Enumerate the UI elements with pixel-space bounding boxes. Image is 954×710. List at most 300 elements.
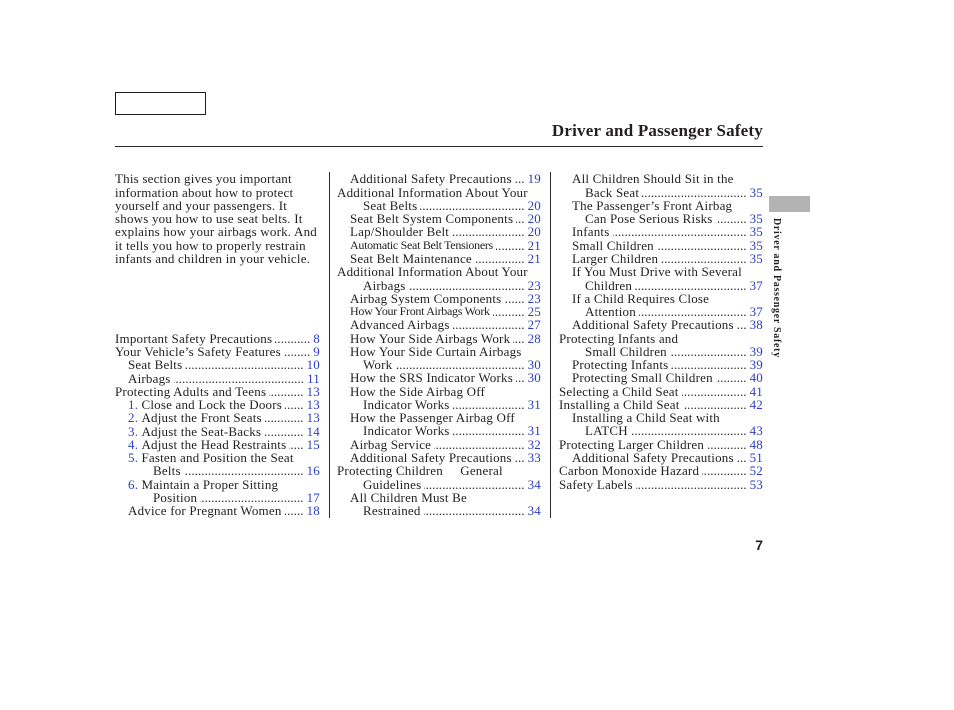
dot-leader (434, 438, 524, 451)
toc-page-link[interactable]: 21 (527, 250, 541, 266)
toc-entry[interactable] (559, 464, 763, 477)
toc-entry-title-line (337, 186, 541, 199)
toc-column-1 (115, 332, 320, 518)
toc-column-3 (559, 172, 763, 490)
toc-entry-title: Additional Information About Your (337, 264, 528, 280)
dot-leader (716, 371, 747, 384)
column-divider (550, 172, 551, 518)
toc-entry-title: Lap/Shoulder Belt (350, 224, 450, 240)
toc-page-link[interactable]: 19 (527, 171, 541, 187)
toc-entry[interactable] (559, 358, 763, 371)
toc-entry-title: Protecting Small Children (572, 370, 713, 386)
toc-entry-title: LATCH (585, 423, 628, 439)
toc-entry[interactable] (115, 372, 320, 385)
dot-leader (409, 279, 525, 292)
dot-leader (420, 199, 524, 212)
toc-entry-title: Airbags (363, 277, 406, 293)
toc-page-link[interactable]: 13 (306, 383, 320, 399)
toc-entry[interactable] (337, 385, 541, 412)
column-divider (329, 172, 330, 518)
toc-entry[interactable] (337, 451, 541, 464)
toc-entry[interactable] (559, 292, 763, 319)
toc-entry-title: Safety Labels (559, 476, 633, 492)
toc-entry-title-line (559, 371, 763, 384)
dot-leader (642, 186, 746, 199)
toc-entry[interactable] (337, 212, 541, 225)
toc-entry-title-line (559, 292, 763, 305)
toc-entry-title: Additional Safety Precautions (572, 449, 734, 465)
toc-entry[interactable] (337, 438, 541, 451)
toc-page-link[interactable]: 39 (749, 343, 763, 359)
toc-entry[interactable] (559, 265, 763, 292)
toc-entry-continuation-line (559, 212, 763, 225)
toc-page-link[interactable]: 43 (749, 423, 763, 439)
dot-leader (515, 172, 525, 185)
toc-page-link[interactable]: 28 (527, 330, 541, 346)
toc-page-link[interactable]: 11 (307, 370, 320, 386)
toc-entry-title: Belts (153, 463, 181, 479)
dot-leader (702, 464, 746, 477)
toc-page-link[interactable]: 15 (306, 436, 320, 452)
page-number: 7 (755, 537, 763, 553)
toc-entry-title-line (337, 385, 541, 398)
dot-leader (200, 491, 303, 504)
dot-leader (452, 225, 525, 238)
toc-entry-title-line (559, 172, 763, 185)
toc-page-link[interactable]: 13 (306, 410, 320, 426)
toc-entry-title: Carbon Monoxide Hazard (559, 463, 700, 479)
toc-entry-continuation-line (337, 504, 541, 517)
toc-entry-title: Indicator Works (363, 396, 450, 412)
toc-entry[interactable] (337, 411, 541, 438)
dot-leader (275, 332, 310, 345)
toc-entry-title-line (559, 199, 763, 212)
toc-entry-title-line (337, 239, 541, 252)
toc-entry-title-line (559, 464, 763, 477)
dot-leader (285, 504, 304, 517)
dot-leader (424, 504, 525, 517)
toc-entry-title: Attention (585, 304, 636, 320)
toc-entry-continuation-line (337, 478, 541, 491)
toc-entry-title: Airbag System Components (350, 290, 502, 306)
intro-line: information about how to protect (115, 184, 294, 200)
toc-entry-title: Infants (572, 224, 610, 240)
intro-line: shows you how to use seat belts. It (115, 211, 303, 227)
toc-entry[interactable] (337, 252, 541, 265)
toc-entry-title: Fasten and Position the Seat (141, 450, 294, 466)
section-side-label: Driver and Passenger Safety (771, 218, 782, 358)
toc-entry-title: Additional Information About Your (337, 184, 528, 200)
toc-entry-title-line (115, 358, 320, 371)
toc-entry-title-line (115, 478, 320, 491)
toc-entry-title-line (337, 265, 541, 278)
toc-entry-title-line (337, 212, 541, 225)
toc-page-link[interactable]: 30 (527, 370, 541, 386)
toc-entry-step-number[interactable]: 2. (128, 410, 139, 426)
toc-entry[interactable] (559, 239, 763, 252)
toc-page-link[interactable]: 32 (527, 436, 541, 452)
dot-leader (683, 398, 747, 411)
toc-entry[interactable] (115, 451, 320, 478)
dot-leader (265, 411, 304, 424)
toc-entry-step-number[interactable]: 5. (128, 450, 139, 466)
toc-entry[interactable] (115, 345, 320, 358)
toc-entry[interactable] (337, 225, 541, 238)
toc-entry[interactable] (115, 504, 320, 517)
toc-entry-title-line (115, 372, 320, 385)
toc-entry[interactable] (115, 425, 320, 438)
dot-leader (635, 279, 747, 292)
toc-entry-title: Guidelines (363, 476, 422, 492)
toc-entry-title: Seat Belts (128, 357, 183, 373)
toc-entry-title: Can Pose Serious Risks (585, 211, 713, 227)
dot-leader (493, 305, 525, 318)
toc-entry[interactable] (559, 478, 763, 491)
toc-entry[interactable] (337, 172, 541, 185)
toc-entry-continuation-line (115, 464, 320, 477)
toc-entry-step-number[interactable]: 1. (128, 397, 139, 413)
toc-entry-title-line (337, 451, 541, 464)
dot-leader (716, 212, 747, 225)
toc-entry-title: Adjust the Seat-Backs (141, 423, 262, 439)
toc-entry[interactable] (337, 491, 541, 518)
toc-entry[interactable] (337, 239, 541, 252)
toc-entry-title-line (337, 172, 541, 185)
toc-entry-title: How the SRS Indicator Works (350, 370, 513, 386)
toc-entry-title-line (337, 411, 541, 424)
toc-page-link[interactable]: 35 (749, 237, 763, 253)
toc-entry-title: Protecting Infants and (559, 330, 679, 346)
toc-entry-title-line (337, 438, 541, 451)
toc-entry[interactable] (559, 199, 763, 226)
toc-entry-title-line (115, 504, 320, 517)
toc-entry-continuation-line (337, 199, 541, 212)
toc-entry-title: Advanced Airbags (350, 317, 450, 333)
toc-entry-title-line (559, 478, 763, 491)
toc-entry-title-line (337, 292, 541, 305)
toc-entry[interactable] (559, 172, 763, 199)
dot-leader (737, 318, 747, 331)
toc-page-link[interactable]: 35 (749, 224, 763, 240)
toc-entry-title-line (115, 425, 320, 438)
dot-leader (284, 345, 310, 358)
toc-entry-title: Restrained (363, 503, 421, 519)
toc-entry[interactable] (337, 371, 541, 384)
toc-entry-title: Seat Belt Maintenance (350, 250, 472, 266)
toc-entry-title: How the Passenger Airbag Off (350, 410, 515, 426)
toc-entry-title: Protecting Larger Children (559, 436, 705, 452)
toc-entry[interactable] (559, 438, 763, 451)
toc-entry-title: Small Children (572, 237, 654, 253)
toc-entry-title: Work (363, 357, 393, 373)
toc-page-link[interactable]: 16 (306, 463, 320, 479)
toc-page-link[interactable]: 34 (527, 503, 541, 519)
intro-line: explains how your airbags work. And (115, 224, 317, 240)
toc-entry-title: The Passenger’s Front Airbag (572, 197, 733, 213)
toc-entry-continuation-line (337, 398, 541, 411)
toc-page-link[interactable]: 42 (749, 396, 763, 412)
toc-column-2 (337, 172, 541, 517)
toc-entry-title-line (337, 345, 541, 358)
toc-page-link[interactable]: 8 (313, 330, 320, 346)
toc-page-link[interactable]: 31 (527, 423, 541, 439)
toc-entry-title: Automatic Seat Belt Tensioners (350, 237, 493, 252)
toc-entry[interactable] (337, 186, 541, 213)
toc-entry-title-line (559, 225, 763, 238)
toc-entry[interactable] (337, 265, 541, 292)
toc-page-link[interactable]: 14 (306, 423, 320, 439)
intro-line: infants and children in your vehicle. (115, 250, 311, 266)
toc-entry-title-line (337, 371, 541, 384)
toc-page-link[interactable]: 23 (527, 277, 541, 293)
toc-entry-title-line (559, 239, 763, 252)
toc-page-link[interactable]: 37 (749, 277, 763, 293)
dot-leader (453, 398, 525, 411)
dot-leader (453, 424, 525, 437)
toc-entry[interactable] (115, 385, 320, 398)
intro-line: it tells you how to properly restrain (115, 237, 306, 253)
toc-entry-title: Advice for Pregnant Women (128, 503, 282, 519)
toc-entry[interactable] (337, 292, 541, 305)
toc-entry-title: Back Seat (585, 184, 640, 200)
toc-entry-continuation-line (559, 186, 763, 199)
toc-entry[interactable] (337, 345, 541, 372)
toc-entry-title: How Your Front Airbags Work (350, 304, 490, 319)
toc-entry[interactable] (337, 464, 541, 491)
toc-page-link[interactable]: 21 (527, 237, 541, 253)
toc-entry-title-line (559, 411, 763, 424)
toc-entry-title-line (559, 252, 763, 265)
toc-entry-continuation-line (337, 358, 541, 371)
dot-leader (657, 239, 747, 252)
toc-entry-title-line (115, 451, 320, 464)
toc-entry-continuation-line (559, 424, 763, 437)
toc-page-link[interactable]: 18 (306, 503, 320, 519)
toc-page-link[interactable]: 20 (527, 224, 541, 240)
toc-entry[interactable] (115, 478, 320, 505)
toc-entry-continuation-line (559, 279, 763, 292)
toc-entry-title: Close and Lock the Doors (141, 397, 283, 413)
toc-entry-continuation-line (559, 345, 763, 358)
toc-page-link[interactable]: 35 (749, 250, 763, 266)
toc-entry[interactable] (559, 371, 763, 384)
toc-entry-title-line (559, 265, 763, 278)
toc-page-link[interactable]: 9 (313, 344, 320, 360)
dot-leader (269, 385, 303, 398)
toc-entry-title: Adjust the Head Restraints (141, 436, 287, 452)
toc-entry-title: If a Child Requires Close (572, 290, 710, 306)
toc-entry-title: Airbag Service (350, 436, 432, 452)
toc-page-link[interactable]: 53 (749, 476, 763, 492)
toc-page-link[interactable]: 23 (527, 290, 541, 306)
toc-entry[interactable] (337, 318, 541, 331)
dot-leader (671, 358, 746, 371)
dot-leader (636, 478, 747, 491)
toc-entry-title: Small Children (585, 343, 667, 359)
toc-page-link[interactable]: 27 (527, 317, 541, 333)
toc-entry-continuation-line (337, 279, 541, 292)
toc-entry[interactable] (115, 332, 320, 345)
toc-entry-title: Adjust the Front Seats (141, 410, 262, 426)
toc-entry-title: Selecting a Child Seat (559, 383, 679, 399)
toc-entry-title-line (337, 332, 541, 345)
toc-entry-continuation-line (115, 491, 320, 504)
toc-entry-title: Seat Belt System Components (350, 211, 514, 227)
toc-entry[interactable] (559, 318, 763, 331)
toc-entry-title-line (337, 491, 541, 504)
toc-entry-title: Additional Safety Precautions (350, 171, 512, 187)
toc-page-link[interactable]: 51 (749, 449, 763, 465)
toc-entry-title: Installing a Child Seat (559, 396, 680, 412)
toc-entry[interactable] (115, 411, 320, 424)
toc-entry-title: Important Safety Precautions (115, 330, 273, 346)
dot-leader (613, 225, 747, 238)
toc-entry-title: Additional Safety Precautions (572, 317, 734, 333)
toc-entry-title-line (115, 411, 320, 424)
toc-entry-title-line (559, 385, 763, 398)
toc-page-link[interactable]: 20 (527, 197, 541, 213)
toc-entry-title: Protecting Infants (572, 357, 669, 373)
toc-page-link[interactable]: 17 (306, 489, 320, 505)
dot-leader (515, 451, 525, 464)
dot-leader (682, 385, 747, 398)
dot-leader (516, 212, 524, 225)
toc-entry-title-line (337, 318, 541, 331)
toc-entry-title: How Your Side Curtain Airbags (350, 343, 522, 359)
toc-entry-title-line (337, 464, 541, 477)
dot-leader (516, 371, 525, 384)
toc-entry-title: Children (585, 277, 633, 293)
toc-page-link[interactable]: 20 (527, 211, 541, 227)
toc-page-link[interactable]: 33 (527, 449, 541, 465)
toc-entry[interactable] (559, 411, 763, 438)
toc-entry-title-line (559, 398, 763, 411)
toc-entry[interactable] (115, 358, 320, 371)
dot-leader (631, 424, 747, 437)
toc-entry[interactable] (559, 225, 763, 238)
toc-entry-step-number[interactable]: 6. (128, 476, 139, 492)
toc-page-link[interactable]: 25 (527, 304, 541, 320)
toc-page-link[interactable]: 31 (527, 396, 541, 412)
intro-line: This section gives you important (115, 171, 292, 187)
page-title: Driver and Passenger Safety (551, 121, 763, 140)
intro-paragraph (115, 172, 320, 265)
toc-entry-title: Protecting Adults and Teens (115, 383, 267, 399)
toc-page-link[interactable]: 39 (749, 357, 763, 373)
dot-leader (285, 398, 304, 411)
toc-page-link[interactable]: 38 (749, 317, 763, 333)
toc-entry-title-line (559, 318, 763, 331)
toc-page-link[interactable]: 52 (749, 463, 763, 479)
toc-entry-title-line (115, 385, 320, 398)
toc-entry[interactable] (559, 385, 763, 398)
dot-leader (496, 239, 525, 252)
toc-entry-title: All Children Should Sit in the (572, 171, 734, 187)
toc-entry-title: How the Side Airbag Off (350, 383, 486, 399)
dot-leader (639, 305, 747, 318)
toc-entry-title-line (115, 345, 320, 358)
toc-entry[interactable] (559, 332, 763, 359)
toc-entry-title-line (115, 438, 320, 451)
toc-entry-title: Installing a Child Seat with (572, 410, 720, 426)
toc-page-link[interactable]: 30 (527, 357, 541, 373)
toc-entry[interactable] (559, 252, 763, 265)
dot-leader (174, 372, 305, 385)
dot-leader (670, 345, 747, 358)
toc-entry-title-line (337, 252, 541, 265)
toc-page-link[interactable]: 35 (749, 184, 763, 200)
toc-page-link[interactable]: 37 (749, 304, 763, 320)
toc-page-link[interactable]: 13 (306, 397, 320, 413)
toc-page-link[interactable]: 48 (749, 436, 763, 452)
toc-entry-title-line (559, 332, 763, 345)
toc-entry-title-line (115, 332, 320, 345)
toc-entry-title: How Your Side Airbags Work (350, 330, 511, 346)
toc-entry-title: Airbags (128, 370, 171, 386)
toc-entry[interactable] (559, 451, 763, 464)
intro-line: yourself and your passengers. It (115, 197, 288, 213)
dot-leader (184, 464, 304, 477)
toc-entry-title: All Children Must Be (350, 489, 468, 505)
dot-leader (737, 451, 747, 464)
toc-entry-title: Larger Children (572, 250, 659, 266)
toc-entry-title: Maintain a Proper Sitting (141, 476, 279, 492)
toc-entry-title: Additional Safety Precautions (350, 449, 512, 465)
toc-entry-title-line (115, 398, 320, 411)
dot-leader (707, 438, 747, 451)
toc-entry[interactable] (337, 332, 541, 345)
dot-leader (185, 358, 303, 371)
toc-entry-title: Your Vehicle’s Safety Features (115, 344, 281, 360)
dot-leader (264, 425, 303, 438)
toc-entry[interactable] (559, 398, 763, 411)
dot-leader (661, 252, 746, 265)
dot-leader (424, 478, 524, 491)
toc-entry-title: Protecting Children General (337, 463, 503, 479)
dot-leader (513, 332, 524, 345)
toc-entry[interactable] (115, 438, 320, 451)
toc-entry-continuation-line (559, 305, 763, 318)
dot-leader (395, 358, 524, 371)
toc-page-link[interactable]: 35 (749, 211, 763, 227)
toc-entry-title-line (559, 438, 763, 451)
toc-page-link[interactable]: 10 (306, 357, 320, 373)
toc-entry-title: Seat Belts (363, 197, 418, 213)
dot-leader (475, 252, 525, 265)
toc-entry-title-line (559, 451, 763, 464)
section-tab-marker (769, 196, 810, 212)
blank-label-box (115, 92, 206, 115)
toc-entry-title: Position (153, 489, 198, 505)
toc-entry-title-line (559, 358, 763, 371)
toc-page-link[interactable]: 40 (749, 370, 763, 386)
toc-entry[interactable] (115, 398, 320, 411)
dot-leader (453, 318, 525, 331)
toc-entry-step-number[interactable]: 3. (128, 423, 139, 439)
toc-page-link[interactable]: 34 (527, 476, 541, 492)
toc-entry-title-line (337, 305, 541, 318)
toc-page-link[interactable]: 41 (749, 383, 763, 399)
dot-leader (289, 438, 303, 451)
toc-entry-continuation-line (337, 424, 541, 437)
toc-entry-title: Indicator Works (363, 423, 450, 439)
toc-entry-step-number[interactable]: 4. (128, 436, 139, 452)
dot-leader (504, 292, 524, 305)
toc-entry-title: If You Must Drive with Several (572, 264, 742, 280)
toc-entry-title-line (337, 225, 541, 238)
toc-entry[interactable] (337, 305, 541, 318)
header-rule (115, 146, 763, 147)
